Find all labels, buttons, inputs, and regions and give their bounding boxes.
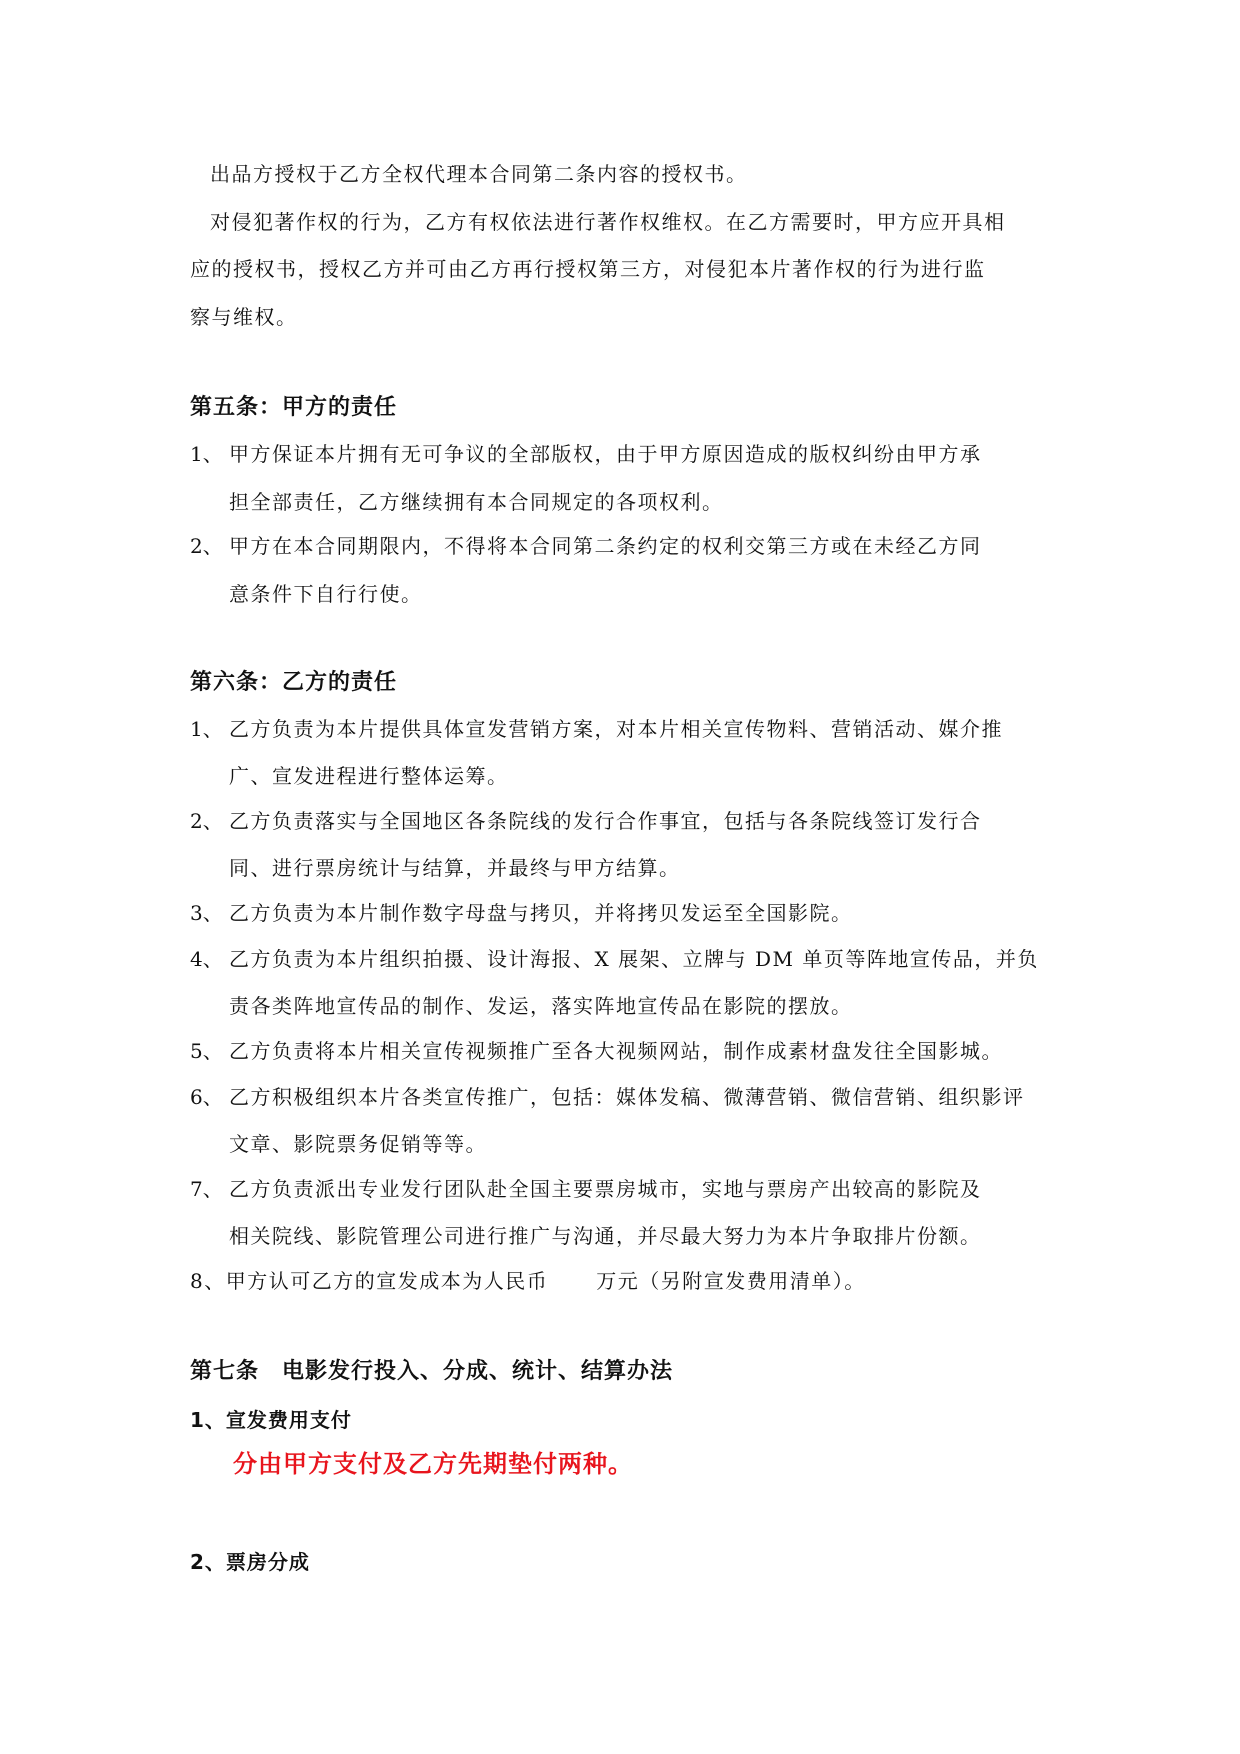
article-6-item-5 — [190, 1037, 1060, 1065]
article-6-item-7-cont: 相关院线、影院管理公司进行推广与沟通，并尽最大努力为本片争取排片份额。 — [229, 1224, 982, 1248]
intro-line-1: 出品方授权于乙方全权代理本合同第二条内容的授权书。 — [210, 162, 748, 186]
item-number: 6、 — [190, 1085, 223, 1109]
article-6-item-8 — [190, 1267, 1060, 1295]
item-text: 乙方负责派出专业发行团队赴全国主要票房城市，实地与票房产出较高的影院及 — [229, 1177, 982, 1201]
item-number: 2、 — [190, 809, 223, 833]
article-5-item-2-cont: 意条件下自行行使。 — [229, 582, 423, 606]
article-7-sub-2: 2、票房分成 — [190, 1550, 310, 1574]
item-number: 1、 — [190, 442, 223, 466]
item-text: 乙方负责将本片相关宣传视频推广至各大视频网站，制作成素材盘发往全国影城。 — [229, 1039, 1003, 1063]
item-number: 4、 — [190, 947, 223, 971]
article-5-item-1 — [190, 440, 1060, 468]
item-number: 5、 — [190, 1039, 223, 1063]
article-6-heading: 第六条：乙方的责任 — [190, 670, 398, 695]
article-6-item-2 — [190, 807, 1060, 835]
article-6-item-1-cont: 广、宣发进程进行整体运筹。 — [229, 764, 509, 788]
item-text: 甲方在本合同期限内，不得将本合同第二条约定的权利交第三方或在未经乙方同 — [229, 534, 982, 558]
article-6-item-6-cont: 文章、影院票务促销等等。 — [229, 1132, 487, 1156]
item-8-suffix: 万元（另附宣发费用清单）。 — [596, 1269, 866, 1293]
item-text: 乙方积极组织本片各类宣传推广，包括：媒体发稿、微薄营销、微信营销、组织影评 — [229, 1085, 1025, 1109]
item-number: 3、 — [190, 901, 223, 925]
article-5-heading: 第五条：甲方的责任 — [190, 395, 398, 420]
item-text: 乙方负责为本片组织拍摄、设计海报、X 展架、立牌与 DM 单页等阵地宣传品，并负 — [229, 947, 1039, 971]
item-number: 1、 — [190, 717, 223, 741]
article-7-heading: 第七条 电影发行投入、分成、统计、结算办法 — [190, 1359, 674, 1384]
intro-line-2: 对侵犯著作权的行为，乙方有权依法进行著作权维权。在乙方需要时，甲方应开具相 — [210, 210, 1006, 234]
article-5-item-1-cont: 担全部责任，乙方继续拥有本合同规定的各项权利。 — [229, 490, 724, 514]
article-6-item-4 — [190, 945, 1060, 973]
intro-line-4: 察与维权。 — [190, 305, 298, 329]
item-text: 甲方保证本片拥有无可争议的全部版权，由于甲方原因造成的版权纠纷由甲方承 — [229, 442, 982, 466]
item-text: 乙方负责为本片提供具体宣发营销方案，对本片相关宣传物料、营销活动、媒介推 — [229, 717, 1003, 741]
article-6-item-1 — [190, 715, 1060, 743]
item-number: 7、 — [190, 1177, 223, 1201]
item-number: 2、 — [190, 534, 223, 558]
article-6-item-3 — [190, 899, 1060, 927]
item-text: 乙方负责为本片制作数字母盘与拷贝，并将拷贝发运至全国影院。 — [229, 901, 853, 925]
article-5-item-2 — [190, 532, 1060, 560]
article-7-sub-1: 1、宣发费用支付 — [190, 1408, 352, 1432]
intro-line-3: 应的授权书，授权乙方并可由乙方再行授权第三方，对侵犯本片著作权的行为进行监 — [190, 257, 986, 281]
article-6-item-2-cont: 同、进行票房统计与结算，并最终与甲方结算。 — [229, 856, 681, 880]
article-6-item-7 — [190, 1175, 1060, 1203]
item-8-prefix: 8、甲方认可乙方的宣发成本为人民币 — [190, 1269, 549, 1293]
article-6-item-4-cont: 责各类阵地宣传品的制作、发运，落实阵地宣传品在影院的摆放。 — [229, 994, 853, 1018]
article-6-item-6 — [190, 1083, 1060, 1111]
payment-methods-highlight: 分由甲方支付及乙方先期垫付两种。 — [233, 1450, 633, 1478]
item-text: 乙方负责落实与全国地区各条院线的发行合作事宜，包括与各条院线签订发行合 — [229, 809, 982, 833]
